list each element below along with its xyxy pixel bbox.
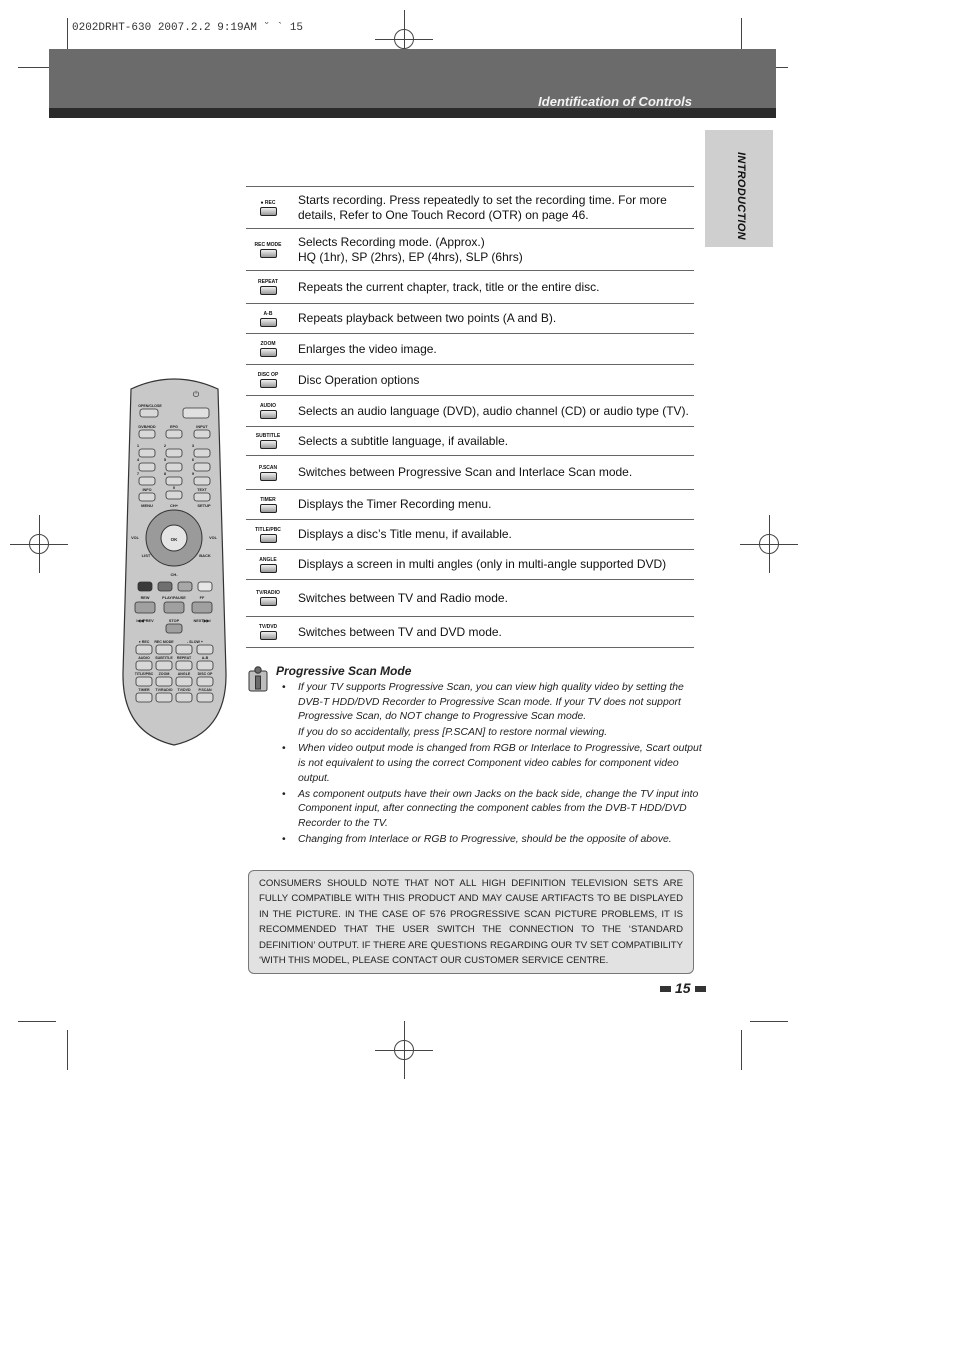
remote-key-icon <box>246 590 290 606</box>
control-row <box>246 334 694 365</box>
remote-label: 9 <box>191 471 195 476</box>
control-row <box>246 550 694 580</box>
remote-label: CH- <box>170 572 178 577</box>
registration-mark <box>29 534 49 554</box>
stop-key <box>166 624 182 633</box>
remote-key-icon <box>246 341 290 357</box>
remote-label: LIST <box>141 553 151 558</box>
control-description: Disc Operation options <box>298 372 420 387</box>
control-description: Displays a disc’s Title menu, if available. <box>298 527 512 541</box>
remote-label: TIMER <box>138 688 150 692</box>
remote-key <box>166 491 182 499</box>
key-shape <box>260 504 277 513</box>
color-key <box>178 582 192 591</box>
header-rule <box>49 108 776 118</box>
control-row <box>246 427 694 456</box>
control-description: Enlarges the video image. <box>298 341 437 356</box>
remote-label: TITLE/PBC <box>134 672 154 676</box>
registration-mark <box>394 29 414 49</box>
remote-key-icon <box>246 497 290 513</box>
control-description: Switches between TV and Radio mode. <box>298 590 508 605</box>
note-extra-line: If you do so accidentally, press [P.SCAN] to restore normal viewing. <box>298 727 608 739</box>
remote-key <box>166 463 182 471</box>
remote-key <box>136 693 152 702</box>
remote-label: VOL <box>131 536 139 540</box>
key-label: TITLE/PBC <box>255 526 281 533</box>
remote-key-icon <box>246 557 290 573</box>
key-label: AUDIO <box>259 403 277 409</box>
note-bullets <box>282 681 708 849</box>
power-icon: ⏻ <box>192 390 200 399</box>
control-description: Selects an audio language (DVD), audio channel (CD) or audio type (TV). <box>298 403 689 418</box>
control-row <box>246 580 694 617</box>
key-label: A-B <box>263 310 273 317</box>
remote-key <box>156 693 172 702</box>
control-description: Switches between Progressive Scan and Interlace Scan mode. <box>298 465 633 479</box>
key-shape <box>260 207 277 216</box>
crop-mark <box>67 1030 68 1070</box>
remote-key <box>136 645 152 654</box>
consumer-notice: CONSUMERS SHOULD NOTE THAT NOT ALL HIGH DEFINITION TELEVISION SETS ARE FULLY COMPATIBLE WITH THIS PRODUCT AND MAY CAUSE ARTIFACTS TO BE DISPLAYED IN THE PICTURE. IN THE CASE OF 576 PROGRESSIVE SCAN PICTURE PROBLEMS, IT IS RECOMMENDED THAT THE USER SWITCH THE CONNECTION TO THE ‘STANDARD DEFINITION’ OUTPUT. IF THERE ARE QUESTIONS REGARDING OUR TV SET COMPATIBILITY ‘WITH THIS MODEL, PLEASE CONTACT OUR CUSTOMER SERVICE CENTRE. <box>248 870 694 974</box>
remote-key <box>176 661 192 670</box>
remote-key <box>139 449 155 457</box>
remote-label: ZOOM <box>158 672 170 676</box>
key-shape <box>260 534 277 543</box>
remote-label: MENU <box>141 503 153 508</box>
key-shape <box>260 286 277 295</box>
remote-label: 8 <box>163 471 167 476</box>
remote-control-illustration <box>121 373 228 746</box>
power-button <box>183 408 209 418</box>
remote-label: 0 <box>172 485 176 490</box>
remote-label: NEXT▶▶I <box>193 619 211 623</box>
remote-key <box>194 493 210 501</box>
remote-key <box>156 661 172 670</box>
key-shape <box>260 249 277 258</box>
control-description: Selects a subtitle language, if available. <box>298 433 509 448</box>
color-key <box>198 582 212 591</box>
remote-key-icon <box>246 372 290 388</box>
control-row <box>246 617 694 648</box>
remote-label: 7 <box>136 471 140 476</box>
remote-key-icon <box>246 527 290 543</box>
remote-key <box>139 430 155 438</box>
remote-label: I◀◀PREV <box>136 619 154 623</box>
remote-label: 2 <box>163 443 167 448</box>
key-label: SUBTITLE <box>255 433 281 439</box>
remote-key <box>176 677 192 686</box>
remote-label: BACK <box>199 553 211 558</box>
remote-label: PLAY/PAUSE <box>162 596 186 600</box>
key-label: REPEAT <box>258 279 278 285</box>
control-row <box>246 520 694 550</box>
remote-label: 3 <box>191 443 195 448</box>
key-label: TV/RADIO <box>256 590 280 596</box>
remote-key-icon <box>246 624 290 640</box>
remote-key <box>164 602 184 613</box>
remote-label: P.SCAN <box>198 688 212 692</box>
remote-key <box>135 602 155 613</box>
page-bar <box>660 986 671 992</box>
control-description: Starts recording. Press repeatedly to set the recording time. For more details, Refer to One Touch Record (OTR) on page 46. <box>298 192 667 222</box>
control-row <box>246 271 694 304</box>
remote-label: STOP <box>168 619 180 623</box>
key-shape <box>260 472 277 481</box>
control-row <box>246 229 694 271</box>
remote-key <box>197 645 213 654</box>
remote-key <box>197 661 213 670</box>
note-bullet: • If your TV supports Progressive Scan, you can view high quality video by setting the DVB-T HDD/DVD Recorder to Progressive Scan mode. If your TV does not support Progressive Scan, do NOT change to Progressive Scan mode. <box>298 681 708 725</box>
remote-label: SUBTITLE <box>155 656 173 660</box>
remote-key <box>140 409 158 417</box>
remote-key <box>192 602 212 613</box>
remote-label: 6 <box>191 457 195 462</box>
remote-label: OPEN/CLOSE <box>138 404 162 408</box>
remote-key <box>194 463 210 471</box>
note-bullet: • When video output mode is changed from RGB or Interlace to Progressive, Scart output is not equivalent to using the correct Component video cables for component video output. <box>298 742 708 786</box>
controls-table <box>246 186 694 648</box>
remote-label: AUDIO <box>138 656 150 660</box>
key-label: TV/DVD <box>258 624 278 630</box>
remote-key <box>139 477 155 485</box>
key-label: ● REC <box>260 199 276 206</box>
control-description: Switches between TV and DVD mode. <box>298 624 502 639</box>
remote-key <box>176 693 192 702</box>
remote-label: ● REC <box>138 640 150 644</box>
remote-label: A-B <box>201 656 209 660</box>
remote-key-icon <box>246 465 290 481</box>
remote-key <box>197 677 213 686</box>
key-label: TIMER <box>260 496 276 503</box>
remote-key <box>176 645 192 654</box>
control-row <box>246 187 694 229</box>
remote-label: ANGLE <box>177 672 191 676</box>
page-bar <box>695 986 706 992</box>
note-bullet: • Changing from Interlace or RGB to Progressive, should be the opposite of above. <box>298 833 708 848</box>
control-row <box>246 304 694 334</box>
crop-mark <box>741 1030 742 1070</box>
registration-mark <box>759 534 779 554</box>
remote-key <box>194 477 210 485</box>
note-bullet: • As component outputs have their own Jacks on the back side, change the TV input into Component input, after connecting the component cables from the DVB-T HDD/DVD Recorder to the TV. <box>298 788 708 832</box>
remote-label: - SLOW + <box>186 640 204 644</box>
control-description: Repeats the current chapter, track, title or the entire disc. <box>298 279 600 294</box>
remote-label: TV/RADIO <box>155 688 173 692</box>
color-key <box>158 582 172 591</box>
remote-key <box>166 477 182 485</box>
remote-label: 5 <box>163 457 167 462</box>
remote-label: CH+ <box>169 503 179 508</box>
print-header: 0202DRHT-630 2007.2.2 9:19AM ˘ ` 15 <box>72 22 304 34</box>
page-number-text: 15 <box>675 980 691 996</box>
control-description: Displays the Timer Recording menu. <box>298 497 492 511</box>
control-description: Repeats playback between two points (A and B). <box>298 311 557 325</box>
side-tab-label: INTRODUCTION <box>735 152 747 240</box>
key-label: ANGLE <box>259 556 277 563</box>
key-label: DISC OP <box>257 372 279 378</box>
note-title: Progressive Scan Mode <box>276 664 412 678</box>
remote-label: FF <box>199 596 205 600</box>
key-label: REC MODE <box>254 241 282 248</box>
remote-label: TV/DVD <box>177 688 191 692</box>
remote-key-icon <box>246 403 290 419</box>
remote-key <box>156 645 172 654</box>
remote-key <box>139 463 155 471</box>
key-shape <box>260 631 277 640</box>
color-key <box>138 582 152 591</box>
control-description: Displays a screen in multi angles (only in multi-angle supported DVD) <box>298 557 667 571</box>
remote-label: REW <box>140 596 150 600</box>
remote-label: 1 <box>136 443 140 448</box>
remote-key <box>156 677 172 686</box>
key-shape <box>260 318 277 327</box>
key-label: ZOOM <box>260 341 276 347</box>
remote-key <box>166 430 182 438</box>
remote-label: VOL <box>209 536 217 540</box>
key-shape <box>260 597 277 606</box>
remote-label: REPEAT <box>176 656 192 660</box>
registration-mark <box>394 1040 414 1060</box>
remote-label: DVB/HDD <box>138 425 156 429</box>
remote-key <box>194 449 210 457</box>
key-shape <box>260 440 277 449</box>
remote-label: REC MODE <box>154 640 174 644</box>
control-description: Selects Recording mode. (Approx.) HQ (1hr), SP (2hrs), EP (4hrs), SLP (6hrs) <box>298 234 523 264</box>
key-shape <box>260 379 277 388</box>
key-shape <box>260 410 277 419</box>
remote-key <box>194 430 210 438</box>
remote-key-icon <box>246 200 290 216</box>
remote-key-icon <box>246 279 290 295</box>
remote-label: INPUT <box>196 425 208 429</box>
control-row <box>246 456 694 490</box>
remote-key <box>139 493 155 501</box>
key-shape <box>260 564 277 573</box>
control-row <box>246 396 694 427</box>
remote-label: OK <box>170 537 178 542</box>
section-title: Identification of Controls <box>538 94 692 109</box>
remote-key <box>166 449 182 457</box>
key-label: P.SCAN <box>258 464 278 471</box>
remote-label: EPG <box>169 425 179 429</box>
crop-mark <box>18 1021 56 1022</box>
remote-label: SETUP <box>197 503 211 508</box>
remote-key-icon <box>246 242 290 258</box>
info-note-icon <box>248 666 270 692</box>
side-tab <box>705 130 773 247</box>
remote-key-icon <box>246 433 290 449</box>
remote-key-icon <box>246 311 290 327</box>
remote-key <box>136 677 152 686</box>
page-number <box>656 980 710 996</box>
remote-key <box>197 693 213 702</box>
crop-mark <box>750 1021 788 1022</box>
remote-label: INFO <box>142 488 152 492</box>
control-row <box>246 490 694 520</box>
remote-label: TEXT <box>197 488 207 492</box>
remote-label: DISC OP <box>197 672 213 676</box>
remote-label: 4 <box>136 457 140 462</box>
control-row <box>246 365 694 396</box>
remote-key <box>136 661 152 670</box>
key-shape <box>260 348 277 357</box>
